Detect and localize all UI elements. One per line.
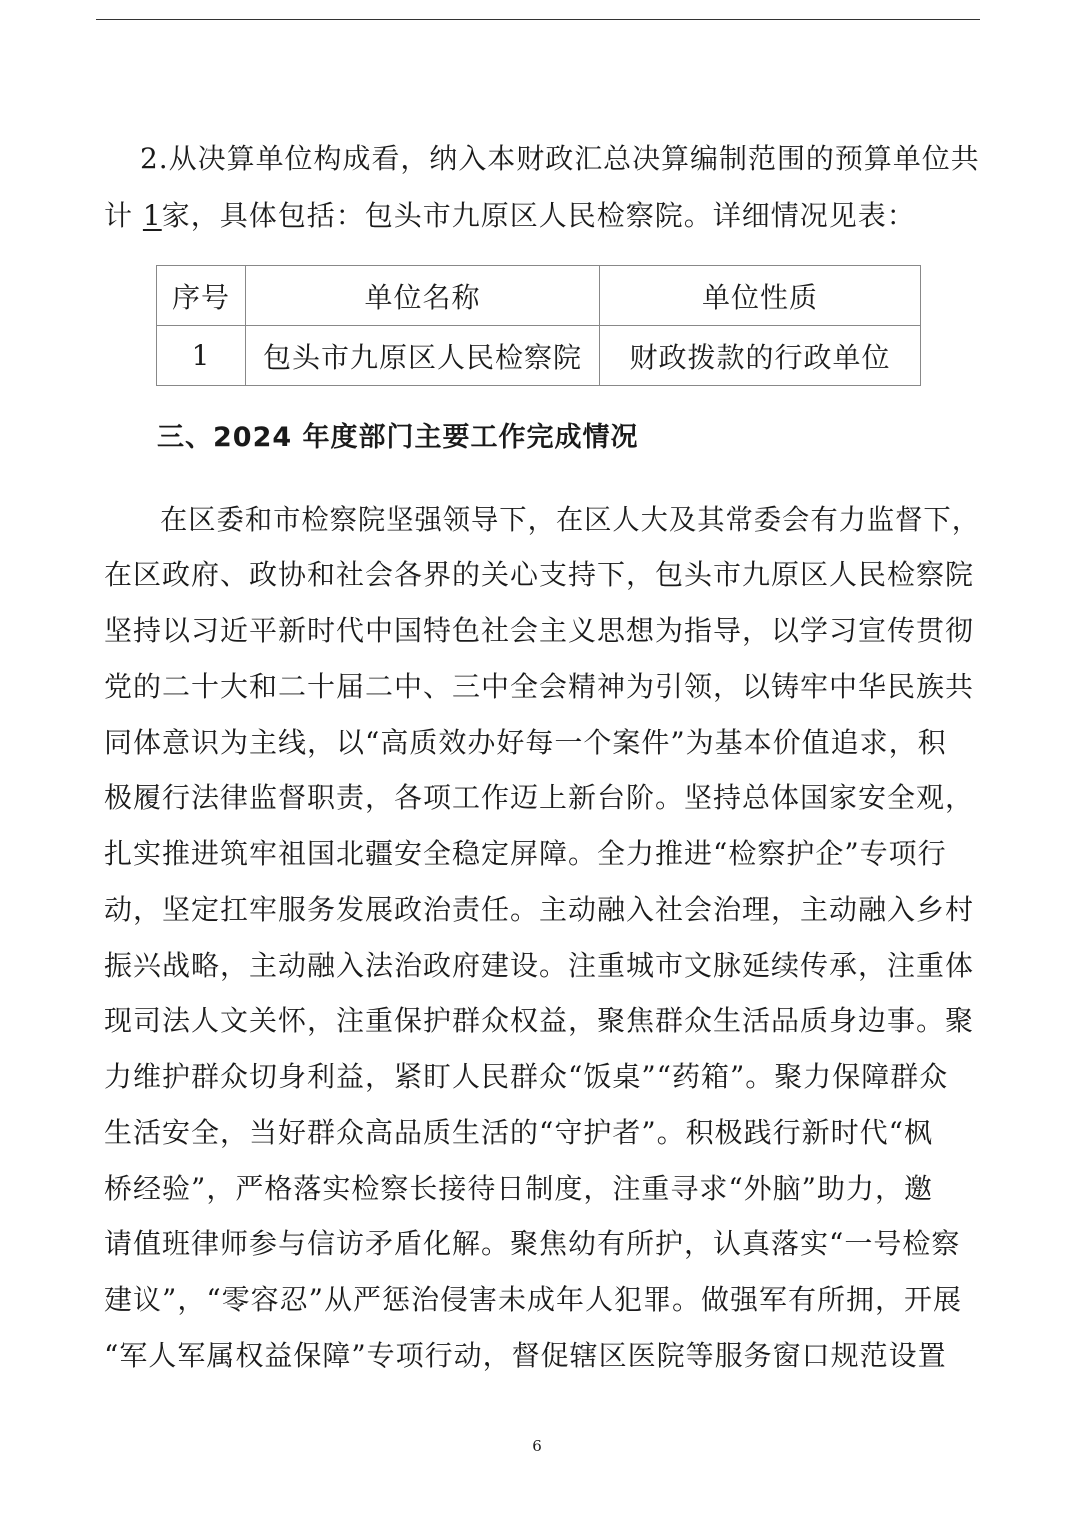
paragraph-line: 振兴战略，主动融入法治政府建设。注重城市文脉延续传承，注重体 xyxy=(104,949,975,982)
paragraph-line: 极履行法律监督职责，各项工作迈上新台阶。坚持总体国家安全观， xyxy=(104,781,975,814)
cell-unit-type: 财政拨款的行政单位 xyxy=(600,326,921,386)
header-rule xyxy=(96,19,980,20)
section-heading: 三、2024 年度部门主要工作完成情况 xyxy=(157,422,639,453)
paragraph-line: 扎实推进筑牢祖国北疆安全稳定屏障。全力推进“检察护企”专项行 xyxy=(104,837,947,870)
paragraph-line: 建议”，“零容忍”从严惩治侵害未成年人犯罪。做强军有所拥，开展 xyxy=(104,1283,962,1316)
table-row xyxy=(157,326,921,386)
header-cell-unit-name: 单位名称 xyxy=(246,266,600,326)
paragraph-line: 生活安全，当好群众高品质生活的“守护者”。积极践行新时代“枫 xyxy=(104,1116,933,1149)
units-table xyxy=(156,265,921,386)
cell-index: 1 xyxy=(157,326,246,386)
unit-count: 1 xyxy=(142,199,162,232)
paragraph-line: 党的二十大和二十届二中、三中全会精神为引领，以铸牢中华民族共 xyxy=(104,670,975,703)
paragraph-line: “军人军属权益保障”专项行动，督促辖区医院等服务窗口规范设置 xyxy=(104,1339,947,1372)
paragraph-line: 坚持以习近平新时代中国特色社会主义思想为指导，以学习宣传贯彻 xyxy=(104,614,975,647)
paragraph-line: 现司法人文关怀，注重保护群众权益，聚焦群众生活品质身边事。聚 xyxy=(104,1004,975,1037)
intro-line-1: 2.从决算单位构成看，纳入本财政汇总决算编制范围的预算单位共 xyxy=(140,142,980,175)
paragraph-line: 力维护群众切身利益，紧盯人民群众“饭桌”“药箱”。聚力保障群众 xyxy=(104,1060,949,1093)
cell-unit-name: 包头市九原区人民检察院 xyxy=(246,326,600,386)
table-header-row xyxy=(157,266,921,326)
header-cell-index: 序号 xyxy=(157,266,246,326)
paragraph-line: 桥经验”，严格落实检察长接待日制度，注重寻求“外脑”助力，邀 xyxy=(104,1172,933,1205)
paragraph-line: 请值班律师参与信访矛盾化解。聚焦幼有所护，认真落实“一号检察 xyxy=(104,1227,961,1260)
intro-line-2-suffix: 家，具体包括：包头市九原区人民检察院。详细情况见表： xyxy=(161,199,916,232)
header-cell-unit-type: 单位性质 xyxy=(600,266,921,326)
paragraph-line: 在区委和市检察院坚强领导下，在区人大及其常委会有力监督下， xyxy=(160,503,980,536)
intro-line-2-prefix: 计 xyxy=(104,199,143,232)
paragraph-line: 在区政府、政协和社会各界的关心支持下，包头市九原区人民检察院 xyxy=(104,558,975,591)
paragraph-line: 同体意识为主线，以“高质效办好每一个案件”为基本价值追求，积 xyxy=(104,726,947,759)
paragraph-line: 动，坚定扛牢服务发展政治责任。主动融入社会治理，主动融入乡村 xyxy=(104,893,975,926)
page-number: 6 xyxy=(532,1437,542,1455)
intro-line-2 xyxy=(104,199,916,233)
